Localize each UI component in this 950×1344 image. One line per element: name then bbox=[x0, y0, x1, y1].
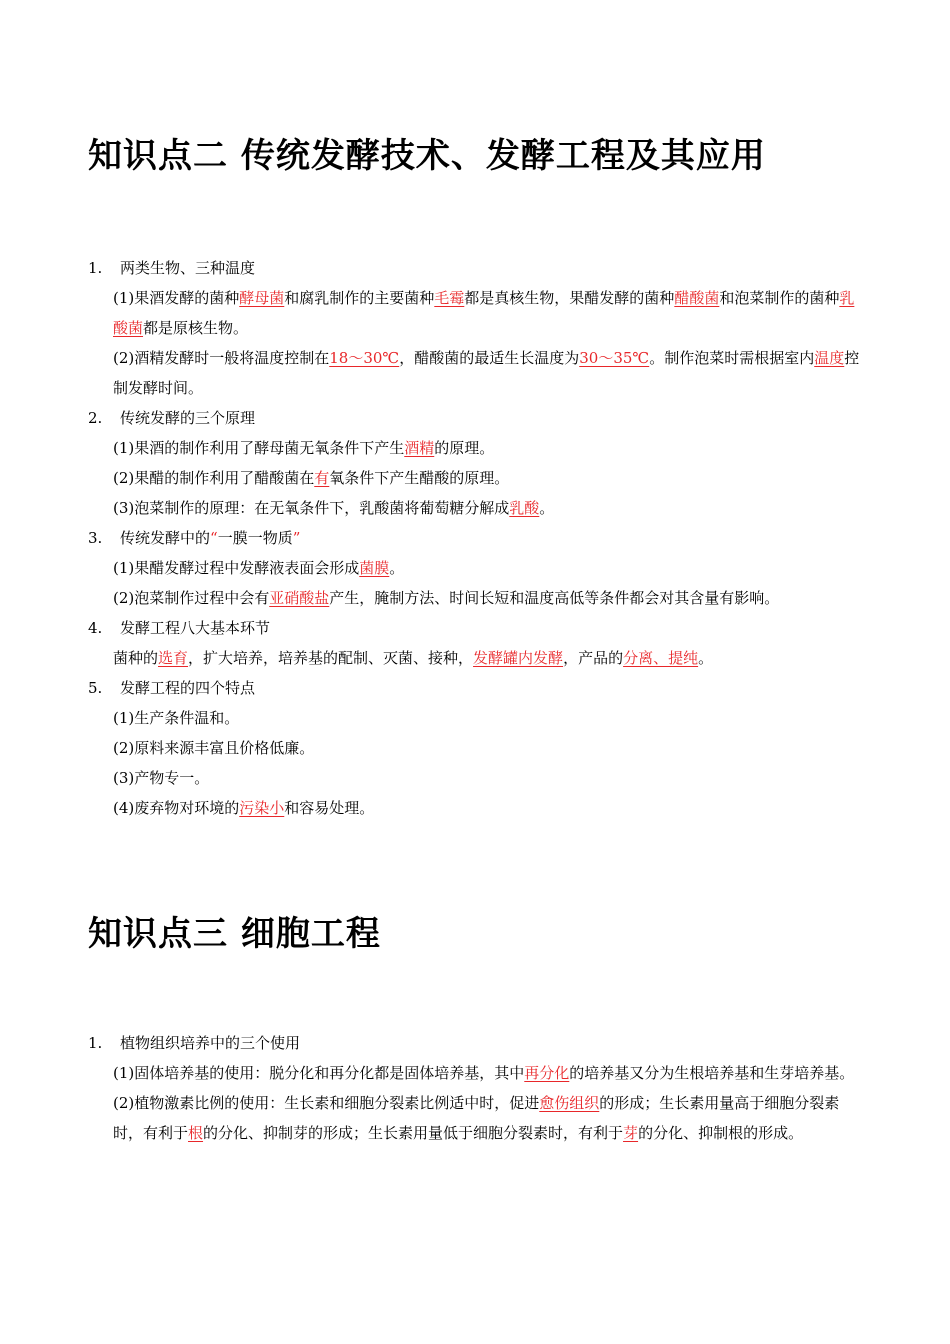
text-run: 发酵工程的四个特点 bbox=[120, 679, 256, 697]
answer-highlight: 选育 bbox=[158, 649, 189, 667]
text-run: 的形成；生长素用量高于细胞分裂素时，有利于 bbox=[113, 1094, 840, 1142]
item-title bbox=[88, 613, 868, 643]
answer-highlight: 18～30℃ bbox=[329, 349, 400, 367]
sub-point bbox=[113, 1088, 863, 1148]
answer-highlight: 分离、提纯 bbox=[623, 649, 699, 667]
item-number: 4. bbox=[88, 619, 103, 637]
text-run: (2)植物激素比例的使用：生长素和细胞分裂素比例适中时，促进 bbox=[113, 1094, 540, 1112]
answer-highlight: 芽 bbox=[623, 1124, 639, 1142]
text-run: (3)泡菜制作的原理：在无氧条件下，乳酸菌将葡萄糖分解成 bbox=[113, 499, 510, 517]
text-run: 。制作泡菜时需根据室内 bbox=[649, 349, 815, 367]
text-run: ，扩大培养，培养基的配制、灭菌、接种， bbox=[188, 649, 474, 667]
item-title-text bbox=[120, 523, 300, 553]
answer-highlight: 愈伤组织 bbox=[539, 1094, 600, 1112]
answer-highlight: 乳酸 bbox=[509, 499, 540, 517]
sub-point bbox=[113, 433, 863, 463]
text-run: 植物组织培养中的三个使用 bbox=[120, 1034, 301, 1052]
text-run: 。 bbox=[389, 559, 405, 577]
sub-point bbox=[113, 583, 863, 613]
sub-point bbox=[113, 703, 863, 733]
sub-point bbox=[113, 283, 863, 343]
item-number: 5. bbox=[88, 679, 103, 697]
answer-highlight: 毛霉 bbox=[434, 289, 465, 307]
text-run: 一膜一物质 bbox=[217, 529, 293, 547]
numbered-item bbox=[88, 1028, 868, 1148]
red-quote-mark: ” bbox=[292, 529, 301, 547]
answer-highlight: 30～35℃ bbox=[579, 349, 650, 367]
sub-point bbox=[113, 463, 863, 493]
answer-highlight: 菌膜 bbox=[359, 559, 390, 577]
cell-engineering-knowledge-list bbox=[88, 1028, 868, 1148]
section-heading-cell-engineering: 知识点三 细胞工程 bbox=[88, 914, 381, 954]
item-title bbox=[88, 1028, 868, 1058]
text-run: 都是真核生物，果醋发酵的菌种 bbox=[464, 289, 675, 307]
sub-point bbox=[113, 1058, 863, 1088]
item-number: 1. bbox=[88, 259, 103, 277]
sub-point bbox=[113, 643, 863, 673]
answer-highlight: 发酵罐内发酵 bbox=[473, 649, 564, 667]
item-number: 3. bbox=[88, 529, 103, 547]
answer-highlight: 温度 bbox=[814, 349, 845, 367]
text-run: 的培养基又分为生根培养基和生芽培养基。 bbox=[569, 1064, 855, 1082]
item-title-text bbox=[120, 403, 255, 433]
item-number: 2. bbox=[88, 409, 103, 427]
text-run: ，醋酸菌的最适生长温度为 bbox=[399, 349, 580, 367]
answer-highlight: 再分化 bbox=[524, 1064, 570, 1082]
answer-highlight: 亚硝酸盐 bbox=[269, 589, 330, 607]
item-title-text bbox=[120, 613, 270, 643]
item-title bbox=[88, 253, 868, 283]
answer-highlight: 污染小 bbox=[239, 799, 285, 817]
answer-highlight: 有 bbox=[314, 469, 330, 487]
item-title-text bbox=[120, 253, 255, 283]
item-title bbox=[88, 673, 868, 703]
answer-highlight: 根 bbox=[188, 1124, 204, 1142]
fermentation-knowledge-list bbox=[88, 253, 868, 823]
text-run: (1)果酒的制作利用了酵母菌无氧条件下产生 bbox=[113, 439, 405, 457]
item-number: 1. bbox=[88, 1034, 103, 1052]
red-quote-mark: “ bbox=[210, 529, 218, 547]
item-title bbox=[88, 523, 868, 553]
section-heading-fermentation: 知识点二 传统发酵技术、发酵工程及其应用 bbox=[88, 136, 766, 176]
text-run: (2)果醋的制作利用了醋酸菌在 bbox=[113, 469, 315, 487]
sub-point bbox=[113, 793, 863, 823]
item-title bbox=[88, 403, 868, 433]
text-run: 和容易处理。 bbox=[284, 799, 375, 817]
text-run: (3)产物专一。 bbox=[113, 769, 210, 787]
sub-point bbox=[113, 493, 863, 523]
answer-highlight: 乳酸菌 bbox=[113, 289, 855, 337]
answer-highlight: 醋酸菌 bbox=[674, 289, 720, 307]
text-run: 传统发酵的三个原理 bbox=[120, 409, 256, 427]
sub-point bbox=[113, 343, 863, 403]
text-run: 产生，腌制方法、时间长短和温度高低等条件都会对其含量有影响。 bbox=[329, 589, 780, 607]
text-run: (1)生产条件温和。 bbox=[113, 709, 240, 727]
text-run: 和腐乳制作的主要菌种 bbox=[284, 289, 435, 307]
text-run: 氧条件下产生醋酸的原理。 bbox=[329, 469, 510, 487]
numbered-item bbox=[88, 403, 868, 523]
numbered-item bbox=[88, 253, 868, 403]
numbered-item bbox=[88, 673, 868, 823]
text-run: ，产品的 bbox=[563, 649, 624, 667]
text-run: 的原理。 bbox=[434, 439, 495, 457]
item-title-text bbox=[120, 673, 255, 703]
text-run: (1)果醋发酵过程中发酵液表面会形成 bbox=[113, 559, 360, 577]
numbered-item bbox=[88, 523, 868, 613]
text-run: 都是原核生物。 bbox=[143, 319, 249, 337]
text-run: 两类生物、三种温度 bbox=[120, 259, 256, 277]
item-title-text bbox=[120, 1028, 300, 1058]
answer-highlight: 酒精 bbox=[404, 439, 435, 457]
text-run: 菌种的 bbox=[113, 649, 159, 667]
text-run: (1)果酒发酵的菌种 bbox=[113, 289, 240, 307]
sub-point bbox=[113, 553, 863, 583]
numbered-item bbox=[88, 613, 868, 673]
text-run: 控制发酵时间。 bbox=[113, 349, 860, 397]
text-run: (4)废弃物对环境的 bbox=[113, 799, 240, 817]
answer-highlight: 酵母菌 bbox=[239, 289, 285, 307]
text-run: 。 bbox=[539, 499, 555, 517]
text-run: 。 bbox=[698, 649, 714, 667]
text-run: (1)固体培养基的使用：脱分化和再分化都是固体培养基，其中 bbox=[113, 1064, 525, 1082]
text-run: 发酵工程八大基本环节 bbox=[120, 619, 271, 637]
text-run: 的分化、抑制根的形成。 bbox=[638, 1124, 804, 1142]
text-run: (2)酒精发酵时一般将温度控制在 bbox=[113, 349, 330, 367]
text-run: 传统发酵中的 bbox=[120, 529, 211, 547]
text-run: 和泡菜制作的菌种 bbox=[719, 289, 840, 307]
text-run: (2)泡菜制作过程中会有 bbox=[113, 589, 270, 607]
text-run: 的分化、抑制芽的形成；生长素用量低于细胞分裂素时，有利于 bbox=[203, 1124, 624, 1142]
sub-point bbox=[113, 733, 863, 763]
sub-point bbox=[113, 763, 863, 793]
text-run: (2)原料来源丰富且价格低廉。 bbox=[113, 739, 315, 757]
